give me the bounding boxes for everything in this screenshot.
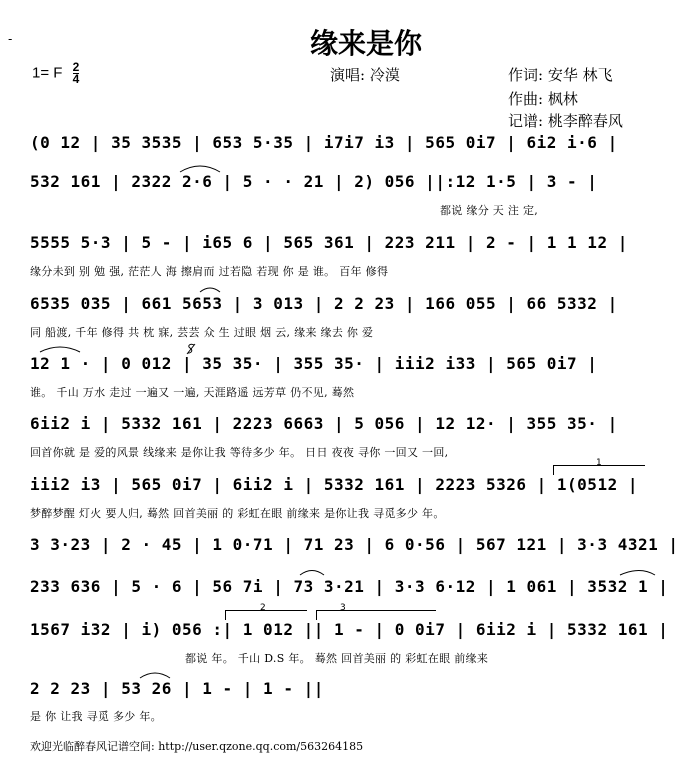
composer-credit: 作曲: 枫林 [508,90,578,108]
notation-row-7: iii2 i3 | 565 0i7 | 6ii2 i | 5332 161 | 2223 5326 | 1(0512 | [30,475,638,494]
lyric-row-7: 梦醉梦醒 灯火 要人归, 蓦然 回首美丽 的 彩虹在眼 前缘来 是你让我 寻觅多少 年。 [30,507,445,520]
time-bottom: 4 [72,72,80,86]
notation-row-8: 3 3·23 | 2 · 45 | 1 0·71 | 71 23 | 6 0·56 | 567 121 | 3·3 4321 | [30,535,679,554]
singer-credit: 演唱: 冷漠 [330,66,400,84]
notation-row-9: 233 636 | 5 · 6 | 56 7i | 73 3·21 | 3·3 6·12 | 1 061 | 3532 1 | [30,577,669,596]
volta-label-3: 3 [340,603,346,613]
notation-row-1: (0 12 | 35 3535 | 653 5·35 | i7i7 i3 | 565 0i7 | 6i2 i·6 | [30,133,618,152]
lyric-row-10: 都说 年。 千山 D.S 年。 蓦然 回首美丽 的 彩虹在眼 前缘来 [185,652,489,665]
lyricist-credit: 作词: 安华 林飞 [508,66,613,84]
notation-row-4: 6535 035 | 661 5653 | 3 013 | 2 2 23 | 166 055 | 66 5332 | [30,294,618,313]
notation-row-3: 5555 5·3 | 5 - | i65 6 | 565 361 | 223 211 | 2 - | 1 1 12 | [30,233,628,252]
footer-note: 欢迎光临醉春风记谱空间: http://user.qzone.qq.com/563264185 [30,740,364,753]
notation-row-2: 532 161 | 2322 2·6 | 5 · · 21 | 2) 056 ||:12 1·5 | 3 - | [30,172,598,191]
lyric-row-5: 谁。 千山 万水 走过 一遍又 一遍, 天涯路遥 远芳草 仍不见, 蓦然 [30,386,355,399]
volta-label-2: 2 [260,603,266,613]
notation-row-5: 12 1 · | 0 012 | 35 35· | 355 35· | iii2 i33 | 565 0i7 | [30,354,598,373]
lyric-row-6: 回首你就 是 爱的风景 线缘来 是你让我 等待多少 年。 日日 夜夜 寻你 一回又 一回, [30,446,449,459]
corner-mark: - [8,32,13,46]
lyric-row-3: 缘分未到 别 勉 强, 茫茫人 海 擦肩而 过若隐 若现 你 是 谁。 百年 修得 [30,265,389,278]
lyric-row-2: 都说 缘分 天 注 定, [440,204,539,217]
volta-label-1: 1 [596,458,602,468]
song-title: 缘来是你 [310,27,423,60]
notation-row-10: 1567 i32 | i) 056 :| 1 012 || 1 - | 0 0i7 | 6ii2 i | 5332 161 | [30,620,669,639]
key-label: 1= F [32,64,63,82]
lyric-row-4: 同 船渡, 千年 修得 共 枕 寐, 芸芸 众 生 过眼 烟 云, 缘来 缘去 你 爱 [30,326,374,339]
notation-row-6: 6ii2 i | 5332 161 | 2223 6663 | 5 056 | 12 12· | 355 35· | [30,414,618,433]
notation-row-11: 2 2 23 | 53 26 | 1 - | 1 - || [30,679,324,698]
time-top: 2 [72,60,80,74]
transcriber-credit: 记谱: 桃李醉春风 [508,112,623,130]
lyric-row-11: 是 你 让我 寻觅 多少 年。 [30,710,162,723]
